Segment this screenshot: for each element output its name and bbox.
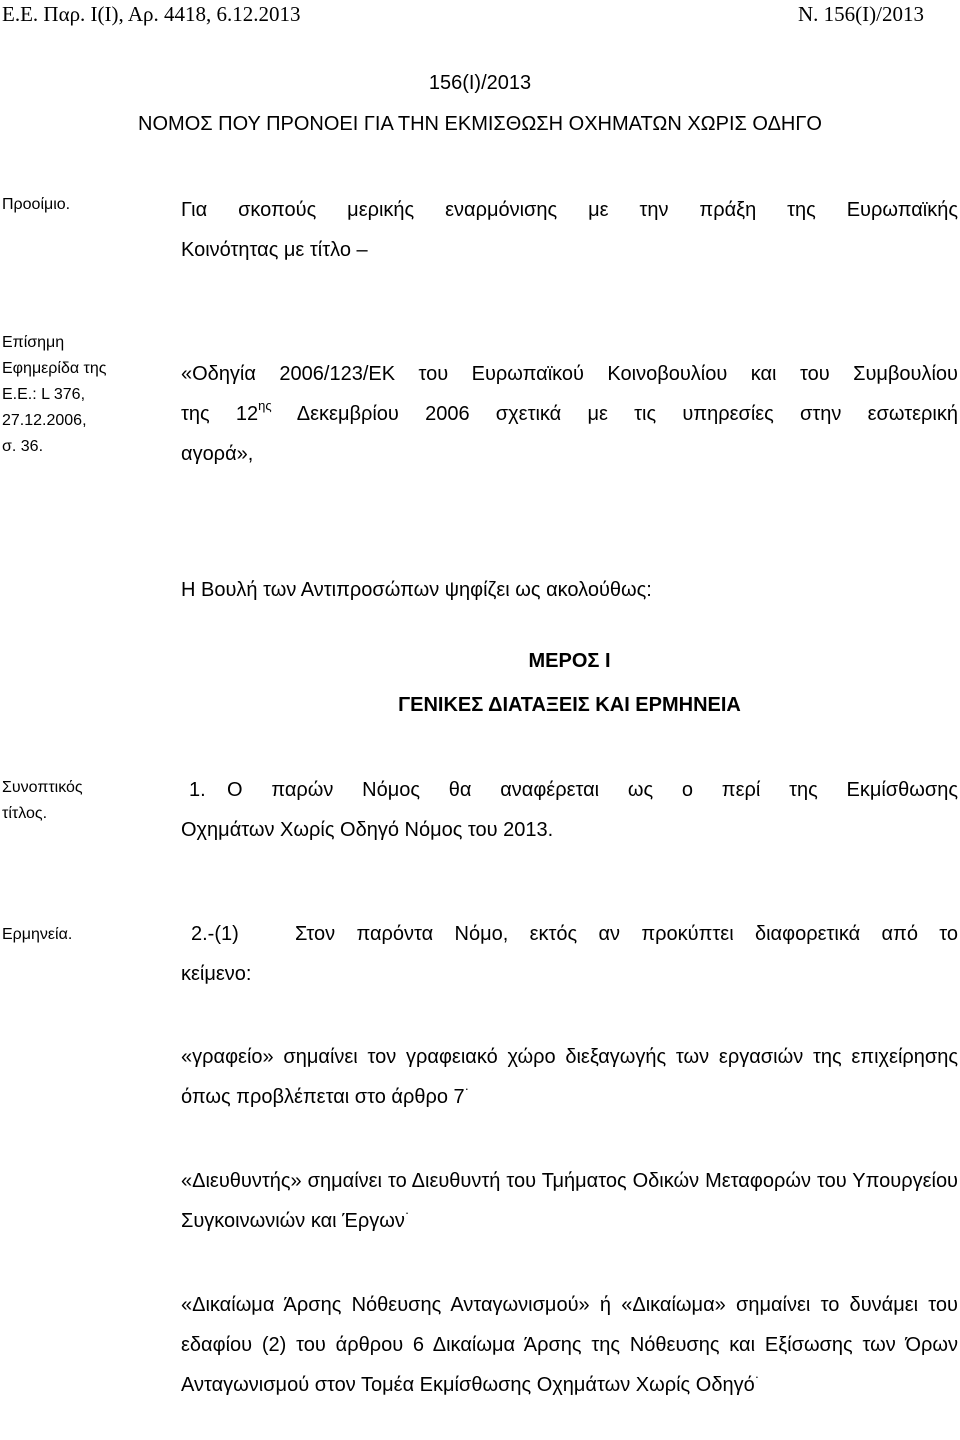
margin-note-line: Συνοπτικός xyxy=(2,779,83,796)
preamble-line-1: Για σκοπούς μερικής εναρμόνισης με την πράξη της Ευρωπαϊκής xyxy=(181,199,958,221)
law-reference: Ν. 156(Ι)/2013 xyxy=(798,2,924,26)
directive-line-1: «Οδηγία 2006/123/ΕΚ του Ευρωπαϊκού Κοινοβουλίου και του Συμβουλίου xyxy=(181,363,958,385)
section-2-text: Στον παρόντα Νόμο, εκτός αν προκύπτει διαφορετικά από το xyxy=(295,923,958,945)
margin-note-line: 27.12.2006, xyxy=(2,412,87,429)
enactment-formula: Η Βουλή των Αντιπροσώπων ψηφίζει ως ακολούθως: xyxy=(181,579,652,601)
definition-end-mark: · xyxy=(464,1081,470,1096)
definition-text: «γραφείο» σημαίνει τον γραφειακό χώρο διεξαγωγής των εργασιών της επιχείρησης όπως προβλέπεται στο άρθρο 7 xyxy=(181,1046,958,1108)
law-title: ΝΟΜΟΣ ΠΟΥ ΠΡΟΝΟΕΙ ΓΙΑ ΤΗΝ ΕΚΜΙΣΘΩΣΗ ΟΧΗΜΑΤΩΝ ΧΩΡΙΣ ΟΔΗΓΟ xyxy=(138,113,822,135)
definition-end-mark: · xyxy=(404,1205,410,1220)
part-subheading: ΓΕΝΙΚΕΣ ΔΙΑΤΑΞΕΙΣ ΚΑΙ ΕΡΜΗΝΕΙΑ xyxy=(398,694,741,716)
section-2-margin-note: Ερμηνεία. xyxy=(2,926,73,943)
definition-right xyxy=(181,1285,958,1405)
law-number: 156(Ι)/2013 xyxy=(428,72,532,94)
directive-text: Δεκεμβρίου 2006 σχετικά με τις υπηρεσίες στην εσωτερική xyxy=(271,403,958,425)
definition-text: «Δικαίωμα Άρσης Νόθευσης Ανταγωνισμού» ή «Δικαίωμα» σημαίνει το δυνάμει του εδαφίου (2) του άρθρου 6 Δικαίωμα Άρσης της Νόθευσης και Εξίσωσης των Όρων Ανταγωνισμού στον Τομέα Εκμίσθωσης Οχημάτων Χωρίς Οδηγό xyxy=(181,1294,958,1396)
preamble-label: Προοίμιο. xyxy=(2,196,71,213)
directive-line-3: αγορά», xyxy=(181,443,254,465)
margin-note-line: τίτλος. xyxy=(2,805,48,822)
definition-director xyxy=(181,1161,958,1241)
margin-note-line: σ. 36. xyxy=(2,438,44,455)
section-1-text: Ο παρών Νόμος θα αναφέρεται ως ο περί της Εκμίσθωσης xyxy=(227,779,958,801)
ordinal-suffix: ης xyxy=(258,398,272,413)
section-1-margin-note xyxy=(2,775,83,827)
gazette-reference: Ε.Ε. Παρ. Ι(Ι), Αρ. 4418, 6.12.2013 xyxy=(2,2,301,26)
directive-margin-note xyxy=(2,330,106,460)
section-2-line-2: κείμενο: xyxy=(181,963,252,985)
preamble-line-2: Κοινότητας με τίτλο – xyxy=(181,239,368,261)
definition-end-mark: · xyxy=(754,1369,760,1384)
section-2-line-1 xyxy=(181,914,958,954)
section-1-line-2: Οχημάτων Χωρίς Οδηγό Νόμος του 2013. xyxy=(181,819,554,841)
margin-note-line: Εφημερίδα της xyxy=(2,360,107,377)
definition-text: «Διευθυντής» σημαίνει το Διευθυντή του Τμήματος Οδικών Μεταφορών του Υπουργείου Συγκοινωνιών και Έργων xyxy=(181,1170,958,1232)
section-1-number: 1. xyxy=(189,779,206,801)
margin-note-line: Ε.Ε.: L 376, xyxy=(2,386,86,403)
margin-note-line: Επίσημη xyxy=(2,334,65,351)
directive-line-2 xyxy=(181,394,958,434)
directive-text: της 12 xyxy=(181,403,259,425)
definition-office xyxy=(181,1037,958,1117)
part-heading: ΜΕΡΟΣ Ι xyxy=(528,650,611,672)
section-1-line-1 xyxy=(181,770,958,810)
section-2-number: 2.-(1) xyxy=(191,923,239,945)
